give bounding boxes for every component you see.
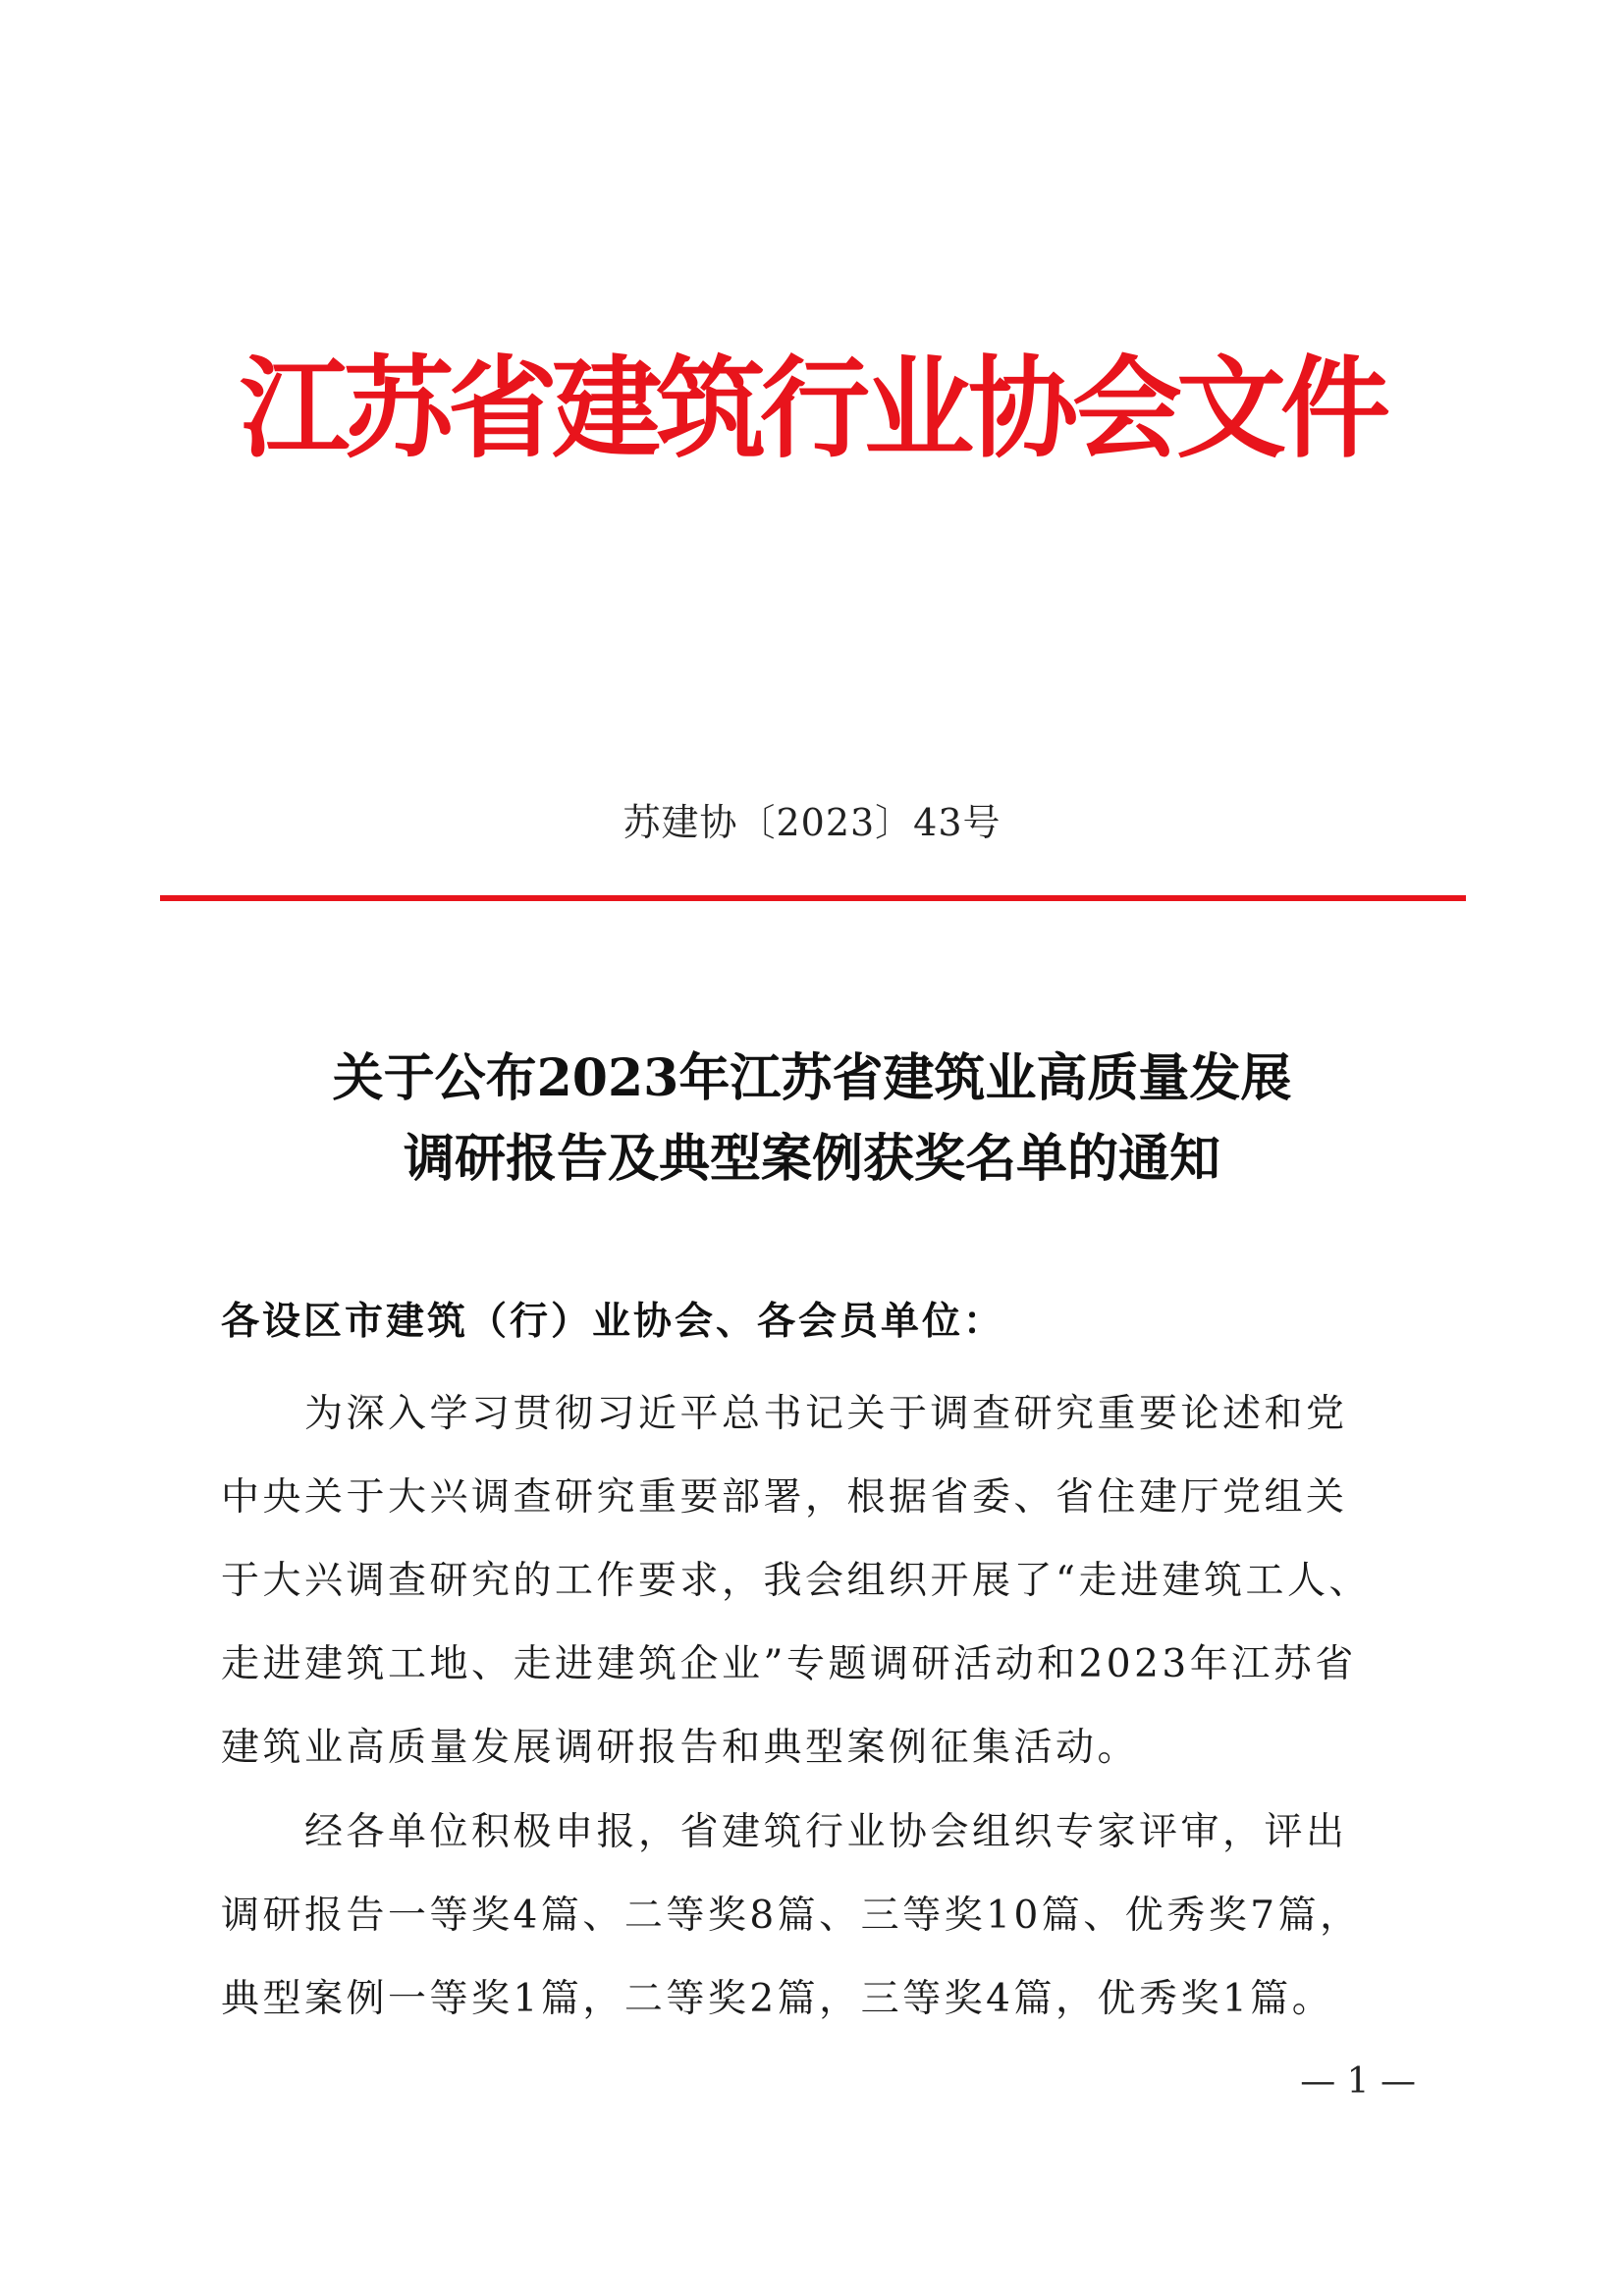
document-masthead: 江苏省建筑行业协会文件 [240,346,1384,473]
title-line-1: 关于公布2023年江苏省建筑业高质量发展 [332,1048,1292,1108]
paragraph-line: 经各单位积极申报，省建筑行业协会组织专家评审，评出 [221,1810,1348,1854]
paragraph-line: 中央关于大兴调查研究重要部署，根据省委、省住建厅党组关 [221,1475,1348,1520]
paragraph-line: 为深入学习贯彻习近平总书记关于调查研究重要论述和党 [221,1392,1348,1436]
red-separator-line [160,895,1466,901]
body-paragraph-1 [221,1372,1419,1789]
paragraph-line: 走进建筑工地、走进建筑企业”专题调研活动和2023年江苏省 [221,1642,1357,1686]
paragraph-line: 典型案例一等奖1篇，二等奖2篇，三等奖4篇，优秀奖1篇。 [221,1977,1334,2021]
paragraph-line: 于大兴调查研究的工作要求，我会组织开展了“走进建筑工人、 [221,1559,1371,1603]
document-title [0,1039,1624,1200]
document-number: 苏建协〔2023〕43号 [623,801,1001,844]
paragraph-line: 调研报告一等奖4篇、二等奖8篇、三等奖10篇、优秀奖7篇， [221,1894,1362,1938]
paragraph-line: 建筑业高质量发展调研报告和典型案例征集活动。 [221,1726,1140,1770]
title-line-2: 调研报告及典型案例获奖名单的通知 [403,1129,1220,1189]
page-number: — 1 — [1300,2061,1416,2102]
body-paragraph-2 [221,1790,1419,2041]
salutation: 各设区市建筑（行）业协会、各会员单位： [221,1299,1005,1344]
